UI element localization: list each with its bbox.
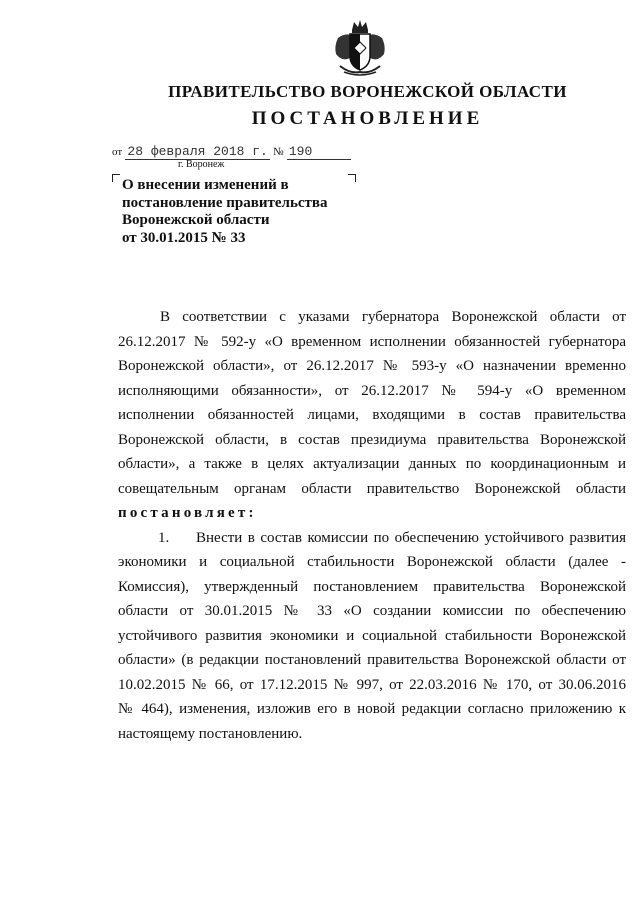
document-body [118, 305, 626, 746]
document-type: ПОСТАНОВЛЕНИЕ [251, 108, 484, 129]
document-subject [122, 177, 362, 247]
item-1-line: 10.02.2015 № 66, от 17.12.2015 № 997, от 22.03.2016 № 170, от 30.06.2016 [118, 676, 626, 693]
subject-line: Воронежской области [122, 212, 270, 228]
preamble-line: области», а также в целях актуализации данных по координационным и [118, 456, 626, 472]
city: г. Воронеж [178, 159, 225, 170]
from-label: от [112, 146, 123, 158]
item-1-line: Комиссия), утвержденный постановлением правительства Воронежской [118, 578, 626, 595]
subject-line: О внесении изменений в [122, 177, 289, 193]
subject-line: постановление правительства [122, 194, 328, 211]
preamble-line: Воронежской области», от 26.12.2017 № 593-у «О назначении временно [118, 358, 626, 374]
document-date: 28 февраля 2018 г. [127, 144, 268, 159]
subject-line: от 30.01.2015 № 33 [122, 229, 246, 246]
preamble-line: исполняющими обязанности», от 26.12.2017 № 594-у «О временном [118, 382, 626, 399]
subject-bracket-left [112, 174, 120, 182]
item-1-line: области» (в редакции постановлений правительства Воронежской области от [118, 652, 626, 668]
preamble-line: Воронежской области, в состав президиума правительства Воронежской [118, 431, 626, 448]
preamble-line: исполнении обязанностей лицами, входящими в состав правительства [118, 407, 626, 423]
coat-of-arms-icon [332, 18, 388, 78]
item-1-line: экономики и социальной стабильности Воронежской области (далее - [118, 554, 626, 570]
preamble-line: 26.12.2017 № 592-у «О временном исполнении обязанностей губернатора [118, 333, 626, 350]
number-label: № [273, 146, 284, 158]
item-1-line: области от 30.01.2015 № 33 «О создании комиссии по обеспечению [118, 603, 626, 619]
preamble-line: совещательным органам области правительство Воронежской области [118, 480, 626, 497]
item-1-line: № 464), изменения, изложив его в новой редакции согласно приложению к [118, 701, 626, 717]
item-1-number: 1. [158, 529, 170, 546]
government-title: ПРАВИТЕЛЬСТВО ВОРОНЕЖСКОЙ ОБЛАСТИ [168, 82, 567, 101]
preamble-line: В соответствии с указами губернатора Воронежской области от [160, 309, 626, 325]
item-1-text: Внести в состав комиссии по обеспечению устойчивого развития [196, 529, 626, 546]
decree-word: постановляет: [118, 505, 257, 521]
document-number: 190 [287, 145, 351, 160]
item-1-line: устойчивого развития экономики и социальной стабильности Воронежской [118, 627, 626, 644]
item-1-first-line [118, 526, 626, 551]
item-1-line: настоящему постановлению. [118, 725, 303, 742]
document-meta [112, 143, 351, 160]
